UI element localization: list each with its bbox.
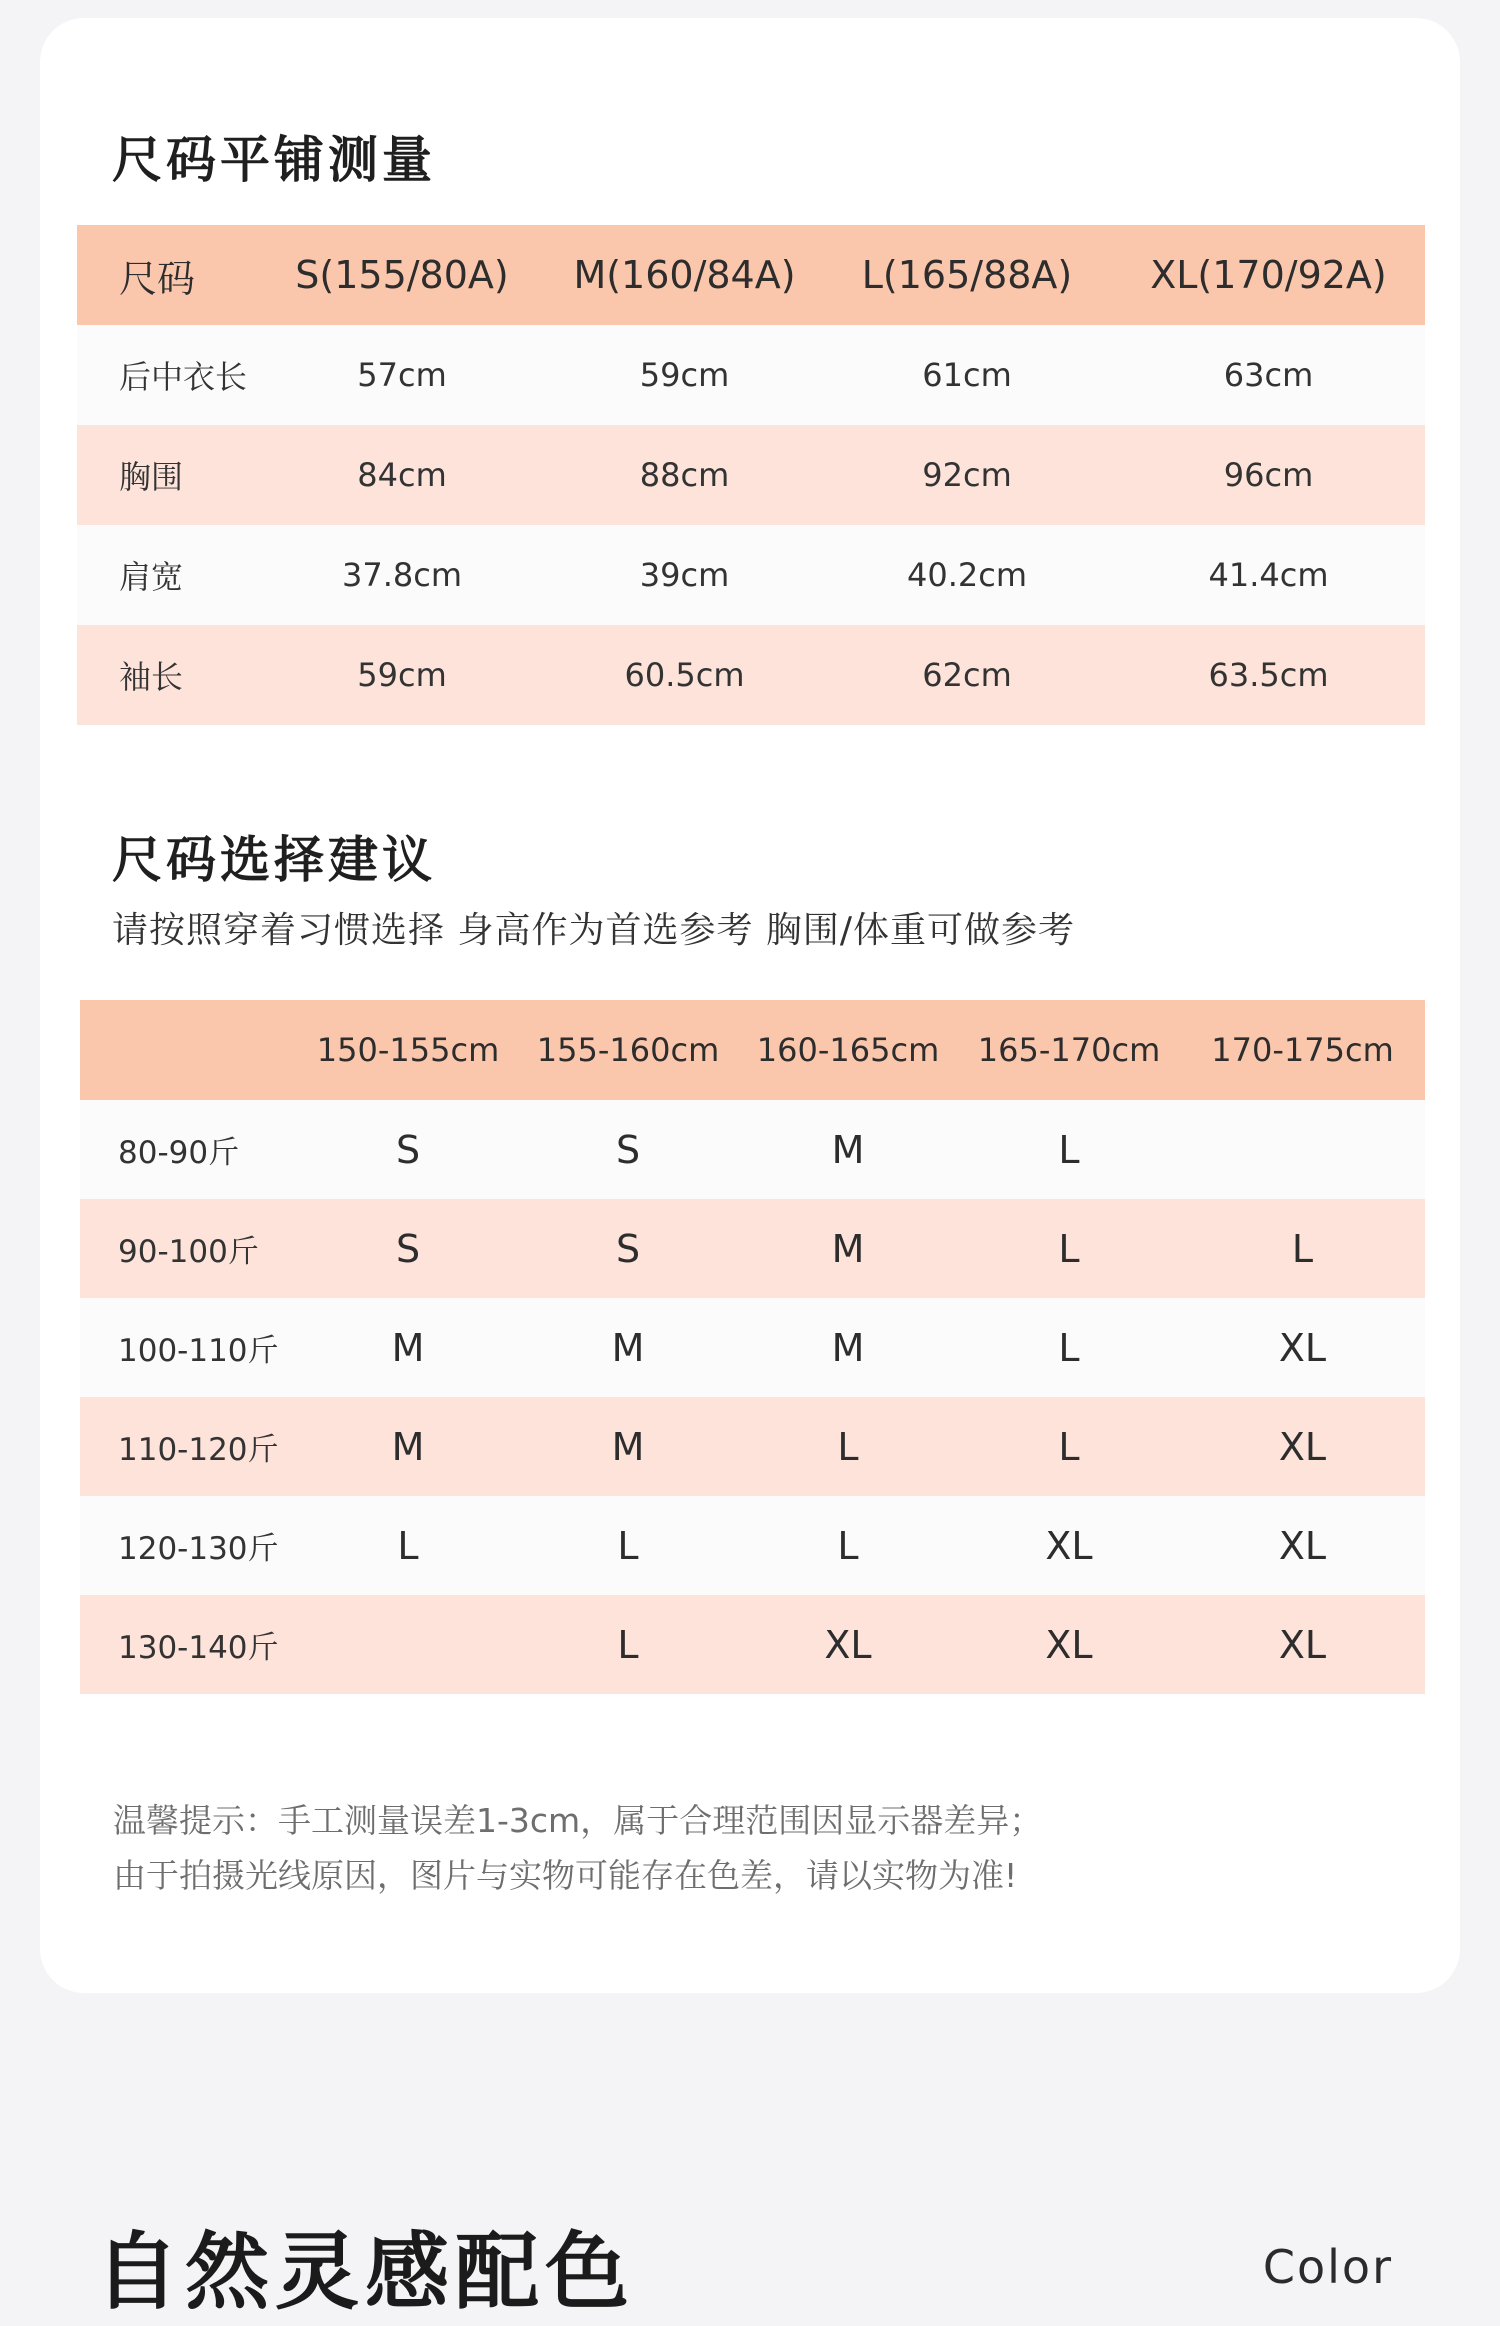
- size-cell: L: [837, 1424, 859, 1469]
- measure-value: 92cm: [922, 456, 1012, 494]
- size-measure-table: [77, 225, 1425, 725]
- recommend-table-header: [80, 1000, 1425, 1100]
- table-row: [77, 625, 1425, 725]
- recommend-header-cell: 165-170cm: [977, 1031, 1161, 1069]
- color-section-title: 自然灵感配色: [95, 2223, 636, 2321]
- recommend-header-cell: 155-160cm: [536, 1031, 720, 1069]
- size-header-cell: M(160/84A): [573, 253, 796, 297]
- size-cell: XL: [1278, 1325, 1327, 1370]
- table-row: [80, 1496, 1425, 1595]
- measure-value: 61cm: [922, 356, 1012, 394]
- measure-value: 37.8cm: [341, 556, 462, 594]
- size-cell: M: [611, 1325, 645, 1370]
- recommend-header-cell: 170-175cm: [1211, 1031, 1394, 1069]
- size-cell: M: [391, 1424, 425, 1469]
- measure-value: 88cm: [639, 456, 730, 494]
- measure-value: 63cm: [1223, 356, 1314, 394]
- size-header-cell: S(155/80A): [295, 253, 509, 297]
- table-row: [77, 325, 1425, 425]
- tip-line-2: 由于拍摄光线原因，图片与实物可能存在色差，请以实物为准!: [113, 1856, 1018, 1895]
- size-cell: XL: [1278, 1424, 1327, 1469]
- size-recommend-title: 尺码选择建议: [112, 831, 436, 889]
- size-cell: L: [837, 1523, 859, 1568]
- table-row: [80, 1397, 1425, 1496]
- size-cell: S: [615, 1127, 641, 1172]
- size-cell: L: [1058, 1127, 1080, 1172]
- table-row: [80, 1298, 1425, 1397]
- table-row: [80, 1100, 1425, 1199]
- size-cell: L: [617, 1523, 639, 1568]
- size-recommend-table: [80, 1000, 1425, 1694]
- size-header-cell: L(165/88A): [861, 253, 1073, 297]
- size-cell: M: [831, 1127, 865, 1172]
- size-cell: XL: [1278, 1523, 1327, 1568]
- size-cell: XL: [1278, 1622, 1327, 1667]
- size-cell: S: [615, 1226, 641, 1271]
- table-row: [77, 525, 1425, 625]
- recommend-header-cell: [80, 1000, 298, 1100]
- recommend-header-cell: 150-155cm: [316, 1031, 500, 1069]
- measure-value: 41.4cm: [1208, 556, 1329, 594]
- weight-label: 90-100斤: [118, 1234, 259, 1270]
- color-section-label: Color: [1262, 2240, 1393, 2294]
- size-cell: [298, 1595, 518, 1694]
- size-cell: XL: [824, 1622, 872, 1667]
- measure-value: 59cm: [357, 656, 447, 694]
- size-cell: L: [1058, 1226, 1080, 1271]
- size-cell: M: [391, 1325, 425, 1370]
- size-cell: S: [395, 1226, 421, 1271]
- measure-label: 胸围: [119, 458, 184, 496]
- size-cell: L: [1291, 1226, 1314, 1271]
- size-header-cell: XL(170/92A): [1150, 253, 1387, 297]
- measure-value: 62cm: [922, 656, 1012, 694]
- measure-value: 57cm: [357, 356, 447, 394]
- size-cell: XL: [1045, 1523, 1093, 1568]
- measure-label: 袖长: [119, 658, 184, 696]
- size-cell: L: [397, 1523, 419, 1568]
- measure-value: 40.2cm: [906, 556, 1027, 594]
- size-cell: [1180, 1100, 1425, 1199]
- table-row: [80, 1595, 1425, 1694]
- measure-value: 63.5cm: [1208, 656, 1329, 694]
- size-cell: L: [617, 1622, 639, 1667]
- weight-label: 100-110斤: [118, 1333, 279, 1369]
- table-row: [77, 425, 1425, 525]
- measure-value: 96cm: [1223, 456, 1314, 494]
- weight-label: 110-120斤: [118, 1432, 279, 1468]
- measure-label: 后中衣长: [119, 358, 248, 396]
- tip-line-1: 温馨提示：手工测量误差1-3cm，属于合理范围因显示器差异；: [113, 1801, 1043, 1840]
- table-row: [80, 1199, 1425, 1298]
- size-table-header: [77, 225, 1425, 325]
- weight-label: 130-140斤: [118, 1630, 279, 1666]
- size-cell: L: [1058, 1424, 1080, 1469]
- size-recommend-subtitle: 请按照穿着习惯选择 身高作为首选参考 胸围/体重可做参考: [112, 910, 1076, 951]
- measure-value: 84cm: [357, 456, 447, 494]
- size-cell: M: [831, 1226, 865, 1271]
- measure-value: 39cm: [639, 556, 730, 594]
- size-header-cell: 尺码: [119, 256, 196, 301]
- size-cell: M: [831, 1325, 865, 1370]
- size-cell: M: [611, 1424, 645, 1469]
- measure-label: 肩宽: [119, 558, 184, 596]
- size-cell: L: [1058, 1325, 1080, 1370]
- size-measure-title: 尺码平铺测量: [112, 131, 436, 189]
- weight-label: 80-90斤: [118, 1135, 240, 1171]
- size-cell: S: [395, 1127, 421, 1172]
- recommend-header-cell: 160-165cm: [756, 1031, 940, 1069]
- size-cell: XL: [1045, 1622, 1093, 1667]
- measure-value: 59cm: [639, 356, 730, 394]
- weight-label: 120-130斤: [118, 1531, 279, 1567]
- measure-value: 60.5cm: [624, 656, 745, 694]
